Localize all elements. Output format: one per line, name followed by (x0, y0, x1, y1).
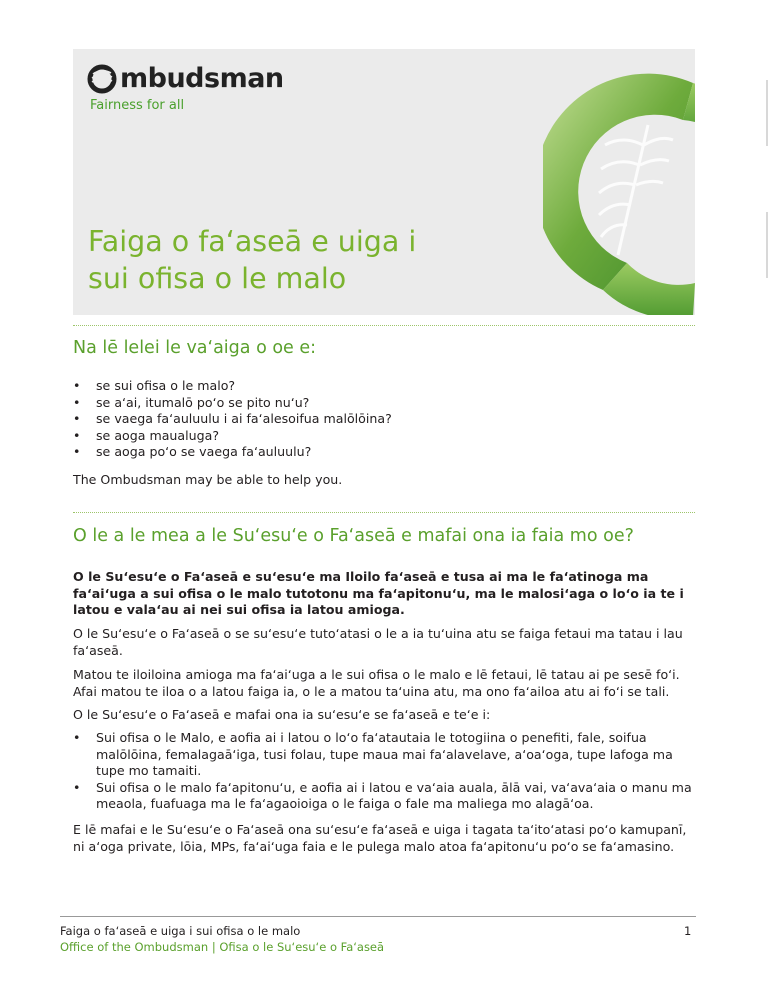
body-text: The Ombudsman may be able to help you. (73, 472, 343, 487)
fern-ring-graphic (543, 65, 695, 315)
document-title (88, 223, 508, 297)
section-divider (73, 325, 695, 326)
footer-rule (60, 916, 696, 917)
bullet-list (73, 378, 392, 461)
page-number: 1 (684, 924, 692, 938)
fern-o-logo-icon (87, 64, 121, 94)
intro-paragraph: O le Su‘esu‘e o Fa‘aseā e su‘esu‘e ma Iloilo fa‘aseā e tusa ai ma le fa‘atinoga ma fa‘ai‘uga a sui ofisa o le malo tutotonu ma fa‘apitonu‘u, ma le malosi‘aga o lo‘o ia te i latou e vala‘au ai nei sui ofisa ia latou amioga. (73, 569, 684, 617)
list-item: • se sui ofisa o le malo? (73, 378, 236, 393)
list-item: • se vaega fa‘auluulu i ai fa‘alesoifua malōlōina? (73, 411, 392, 426)
footer-title: Faiga o fa‘aseā e uiga i sui ofisa o le malo (60, 924, 301, 938)
section-heading: Na lē lelei le va‘aiga o oe e: (73, 338, 317, 358)
list-item: • Sui ofisa o le malo fa‘apitonu‘u, e aofia ai i latou e va‘aia auala, ālā vai, va‘ava‘aia o manu ma meaola, fuafuaga ma le fa‘agaoioiga o le faiga o fale ma maliega mo alagā‘oa. (73, 779, 692, 811)
ombudsman-logo (87, 64, 284, 94)
list-item: • se aoga po‘o se vaega fa‘auluulu? (73, 444, 312, 459)
list-item: • se aoga maualuga? (73, 427, 220, 443)
body-text: Matou te iloiloina amioga ma fa‘ai‘uga a le sui ofisa o le malo e lē fetaui, lē tatau ai pe sesē fo‘i. Afai matou te iloa o a latou faiga ia, o le a matou ta‘uina atu, ma ono fa‘ailoa atu ai fo‘i se tali. (73, 667, 680, 699)
body-text: O le Su‘esu‘e o Fa‘aseā o se su‘esu‘e tuto‘atasi o le a ia tu‘uina atu se faiga fetaui ma tatau i lau fa‘aseā. (73, 626, 683, 658)
footer-organisation: Office of the Ombudsman | Ofisa o le Su‘esu‘e o Fa‘aseā (60, 940, 385, 954)
section-heading: O le a le mea a le Su‘esu‘e o Fa‘aseā e mafai ona ia faia mo oe? (73, 526, 634, 546)
tagline: Fairness for all (90, 98, 185, 113)
title-line-2: sui ofisa o le malo (88, 262, 347, 295)
section-divider (73, 512, 695, 513)
list-item: • se a‘ai, itumalō po‘o se pito nu‘u? (73, 394, 310, 410)
bullet-list (73, 730, 698, 813)
header-panel (73, 49, 695, 315)
list-item: • Sui ofisa o le Malo, e aofia ai i latou o lo‘o fa‘atautaia le totogiina o penefiti, fale, soifua malōlōina, femalagaā‘iga, tusi folau, tupe maua mai fa‘alavelave, a‘oa‘oga, tupe lafoga ma tupe mo tamaiti. (73, 730, 673, 778)
body-text: O le Su‘esu‘e o Fa‘aseā e mafai ona ia su‘esu‘e se fa‘aseā e te‘e i: (73, 707, 491, 722)
logo-wordmark: mbudsman (120, 63, 284, 94)
body-text: E lē mafai e le Su‘esu‘e o Fa‘aseā ona su‘esu‘e fa‘aseā e uiga i tagata ta‘ito‘atasi po‘o kamupanī, ni a‘oga private, lōia, MPs, fa‘ai‘uga faia e le pulega malo atoa fa‘apitonu‘u po‘o se fa‘amasino. (73, 822, 687, 854)
title-line-1: Faiga o fa‘aseā e uiga i (88, 225, 417, 258)
